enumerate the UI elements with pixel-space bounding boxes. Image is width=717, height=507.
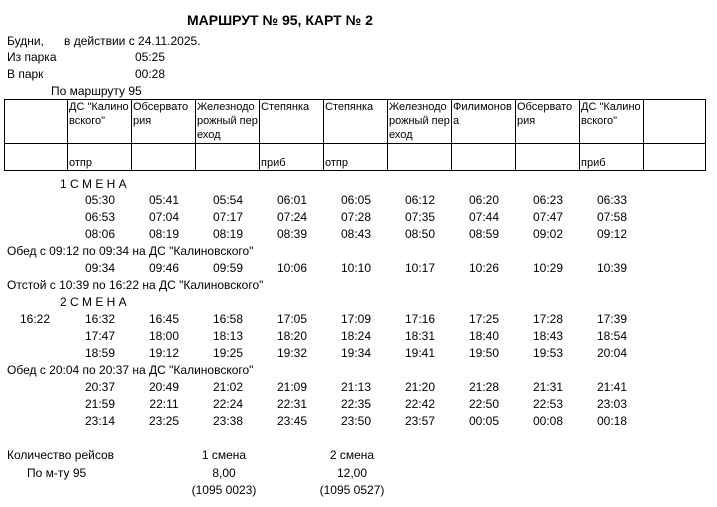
shift-1-time-cell: 07:35	[404, 210, 436, 224]
shift-2b-time-cell: 00:05	[468, 414, 500, 428]
shift-2-time-cell: 17:28	[532, 312, 564, 326]
shift-2-time-cell: 17:09	[340, 312, 372, 326]
shift-2-time-cell: 18:20	[276, 329, 308, 343]
after-lunch-1-time-cell: 09:59	[212, 261, 244, 275]
summary-shift-1-header: 1 смена	[201, 448, 247, 462]
stop-name: ДС "Калиновского"	[580, 100, 644, 144]
after-lunch-1-time-cell: 10:29	[532, 261, 564, 275]
shift-2-time-cell: 20:04	[596, 346, 628, 360]
shift-2b-time-cell: 21:13	[340, 380, 372, 394]
stop-names-row	[5, 100, 706, 144]
out-of-depot-time: 05:25	[135, 50, 166, 64]
shift-2b-time-cell: 23:25	[148, 414, 180, 428]
shift-2-time-cell: 19:34	[340, 346, 372, 360]
shift-2-time-cell: 18:40	[468, 329, 500, 343]
summary-route-label: По м-ту 95	[27, 466, 87, 480]
shift-2-time-cell: 18:43	[532, 329, 564, 343]
shift-2b-time-cell: 22:35	[340, 397, 372, 411]
shift-2b-time-cell: 21:09	[276, 380, 308, 394]
shift-2-time-cell: 19:50	[468, 346, 500, 360]
shift-1-time-cell: 05:54	[212, 193, 244, 207]
shift-1-time-cell: 08:39	[276, 227, 308, 241]
stop-name: ДС "Калиновского"	[68, 100, 132, 144]
stop-marks-row	[5, 144, 706, 171]
stop-name: Железнодорожный переход	[196, 100, 260, 144]
shift-1-time-cell: 07:58	[596, 210, 628, 224]
shift-2-time-cell: 18:59	[84, 346, 116, 360]
shift-2b-time-cell: 23:38	[212, 414, 244, 428]
after-lunch-1-time-cell: 10:39	[596, 261, 628, 275]
summary-shift-1-value: 8,00	[212, 466, 236, 480]
shift-1-time-cell: 08:59	[468, 227, 500, 241]
shift-2b-time-cell: 22:50	[468, 397, 500, 411]
shift-1-time-cell: 07:24	[276, 210, 308, 224]
shift-1-time-cell: 06:53	[84, 210, 116, 224]
shift-1-time-cell: 06:12	[404, 193, 436, 207]
stop-name	[644, 100, 706, 144]
shift-1-time-cell: 09:12	[596, 227, 628, 241]
shift-2-time-cell: 16:32	[84, 312, 116, 326]
effective-date: в действии с 24.11.2025.	[64, 34, 201, 48]
stop-name: Филимонова	[452, 100, 516, 144]
shift-2-time-cell: 18:13	[212, 329, 244, 343]
out-of-depot-label: Из парка	[7, 50, 57, 64]
summary-shift-1-code: (1095 0023)	[191, 483, 257, 497]
corner-cell	[5, 100, 68, 144]
shift-2b-time-cell: 23:03	[596, 397, 628, 411]
stop-mark	[516, 144, 580, 171]
stop-mark: приб	[260, 144, 324, 171]
shift-2b-time-cell: 21:20	[404, 380, 436, 394]
shift-1-time-cell: 05:30	[84, 193, 116, 207]
shift-1-time-cell: 08:06	[84, 227, 116, 241]
shift-1-time-cell: 06:01	[276, 193, 308, 207]
shift-2b-time-cell: 20:37	[84, 380, 116, 394]
shift-2-time-cell: 16:58	[212, 312, 244, 326]
stop-name: Степянка	[260, 100, 324, 144]
after-lunch-1-time-cell: 10:26	[468, 261, 500, 275]
shift-2b-time-cell: 23:57	[404, 414, 436, 428]
shift-2-time-cell: 18:24	[340, 329, 372, 343]
shift-2-time-cell: 18:31	[404, 329, 436, 343]
shift-1-time-cell: 08:50	[404, 227, 436, 241]
stop-mark: приб	[580, 144, 644, 171]
shift-2b-time-cell: 22:24	[212, 397, 244, 411]
shift-2-time-cell: 18:00	[148, 329, 180, 343]
shift-2b-time-cell: 00:08	[532, 414, 564, 428]
page-title: МАРШРУТ № 95, КАРТ № 2	[187, 12, 373, 28]
stop-mark	[452, 144, 516, 171]
shift-2-time-cell: 19:25	[212, 346, 244, 360]
shift-2-start-time: 16:22	[20, 312, 51, 326]
shift-1-time-cell: 06:23	[532, 193, 564, 207]
shift-1-time-cell: 06:20	[468, 193, 500, 207]
shift-2b-time-cell: 21:02	[212, 380, 244, 394]
stop-name: Обсерватория	[132, 100, 196, 144]
shift-2b-time-cell: 22:31	[276, 397, 308, 411]
stop-name: Обсерватория	[516, 100, 580, 144]
stop-mark	[132, 144, 196, 171]
lunch-1-note: Обед с 09:12 по 09:34 на ДС "Калиновского"	[7, 244, 254, 258]
shift-2b-time-cell: 21:59	[84, 397, 116, 411]
shift-2b-time-cell: 22:53	[532, 397, 564, 411]
shift-2-time-cell: 19:32	[276, 346, 308, 360]
after-lunch-1-time-cell: 09:34	[84, 261, 116, 275]
lunch-2-note: Обед с 20:04 по 20:37 на ДС "Калиновского"	[7, 363, 254, 377]
stop-name: Степянка	[324, 100, 388, 144]
shift-2b-time-cell: 23:45	[276, 414, 308, 428]
shift-1-time-cell: 05:41	[148, 193, 180, 207]
shift-2b-time-cell: 00:18	[596, 414, 628, 428]
shift-2-time-cell: 19:53	[532, 346, 564, 360]
shift-1-time-cell: 07:28	[340, 210, 372, 224]
trips-count-label: Количество рейсов	[7, 448, 115, 462]
to-depot-label: В парк	[7, 67, 44, 81]
shift-2-time-cell: 16:45	[148, 312, 180, 326]
summary-shift-2-code: (1095 0527)	[319, 483, 385, 497]
shift-2b-time-cell: 21:28	[468, 380, 500, 394]
shift-2-time-cell: 17:39	[596, 312, 628, 326]
shift-2b-time-cell: 21:31	[532, 380, 564, 394]
shift-2b-time-cell: 20:49	[148, 380, 180, 394]
stop-mark	[644, 144, 706, 171]
shift-2b-time-cell: 23:14	[84, 414, 116, 428]
shift-2b-time-cell: 22:11	[149, 397, 179, 411]
shift-2-time-cell: 17:16	[404, 312, 436, 326]
shift-1-time-cell: 06:33	[596, 193, 628, 207]
summary-shift-2-header: 2 смена	[329, 448, 375, 462]
after-lunch-1-time-cell: 10:10	[340, 261, 372, 275]
stop-mark	[388, 144, 452, 171]
shift-2-time-cell: 17:25	[468, 312, 500, 326]
shift-2-time-cell: 17:05	[276, 312, 308, 326]
shift-1-time-cell: 06:05	[340, 193, 372, 207]
shift-1-time-cell: 07:47	[532, 210, 564, 224]
shift-2-time-cell: 19:12	[148, 346, 180, 360]
stop-mark	[196, 144, 260, 171]
shift-1-time-cell: 08:43	[340, 227, 372, 241]
summary-shift-2-value: 12,00	[336, 466, 368, 480]
route-label: По маршруту 95	[51, 84, 142, 98]
shift-2-time-cell: 19:41	[404, 346, 436, 360]
after-lunch-1-time-cell: 10:17	[404, 261, 436, 275]
shift-2-label: 2 С М Е Н А	[60, 295, 127, 309]
day-type: Будни,	[7, 34, 44, 48]
to-depot-time: 00:28	[135, 67, 166, 81]
shift-2-time-cell: 17:47	[84, 329, 116, 343]
layover-note: Отстой с 10:39 по 16:22 на ДС "Калиновского"	[7, 278, 264, 292]
shift-2b-time-cell: 21:41	[596, 380, 628, 394]
shift-1-time-cell: 09:02	[532, 227, 564, 241]
shift-2b-time-cell: 23:50	[340, 414, 372, 428]
shift-1-time-cell: 07:04	[148, 210, 180, 224]
after-lunch-1-time-cell: 10:06	[276, 261, 308, 275]
corner-cell	[5, 144, 68, 171]
stop-mark: отпр	[324, 144, 388, 171]
shift-1-time-cell: 08:19	[148, 227, 180, 241]
stop-mark: отпр	[68, 144, 132, 171]
shift-1-time-cell: 07:17	[212, 210, 244, 224]
shift-2-time-cell: 18:54	[596, 329, 628, 343]
shift-1-label: 1 С М Е Н А	[60, 177, 127, 191]
shift-1-time-cell: 07:44	[468, 210, 500, 224]
stop-name: Железнодорожный переход	[388, 100, 452, 144]
stops-header-table	[4, 99, 706, 171]
shift-1-time-cell: 08:19	[212, 227, 244, 241]
shift-2b-time-cell: 22:42	[404, 397, 436, 411]
after-lunch-1-time-cell: 09:46	[148, 261, 180, 275]
